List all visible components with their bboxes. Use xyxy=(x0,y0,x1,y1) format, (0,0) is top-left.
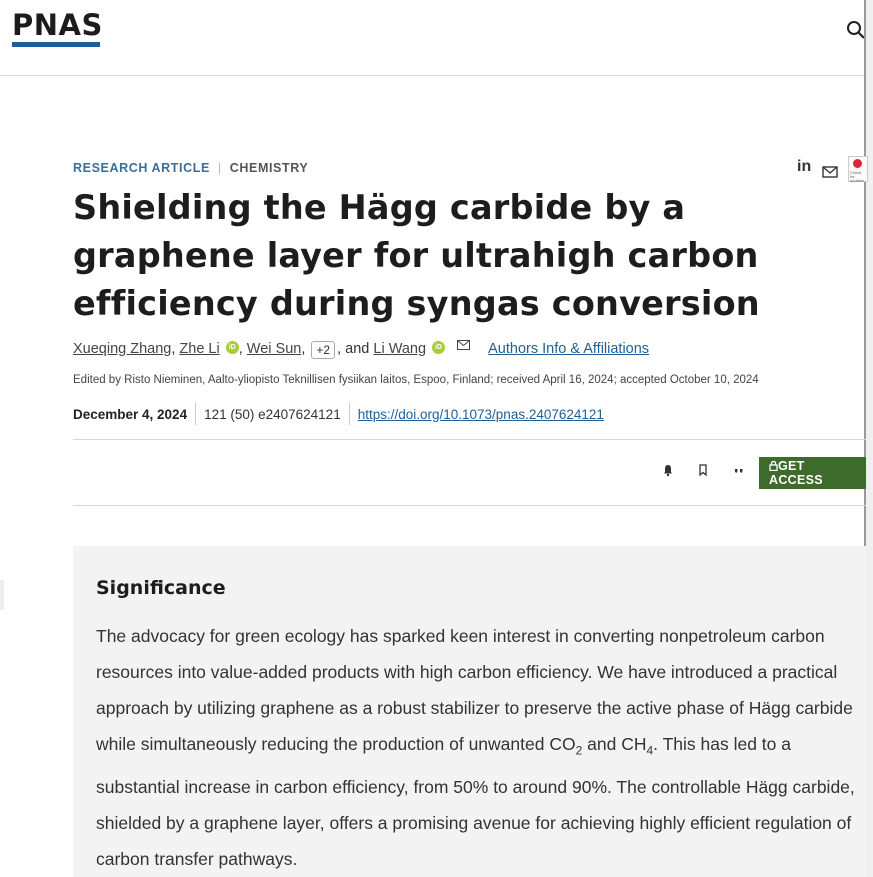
doi-link[interactable]: https://doi.org/10.1073/pnas.2407624121 xyxy=(357,406,604,422)
divider-line xyxy=(73,439,866,440)
logo-underline xyxy=(12,42,100,47)
authors-info-link[interactable]: Authors Info & Affiliations xyxy=(488,341,650,357)
window-edge xyxy=(866,0,873,877)
pnas-logo[interactable]: PNAS xyxy=(12,8,103,42)
significance-heading: Significance xyxy=(96,577,226,599)
cite-quote-icon[interactable] xyxy=(732,463,746,477)
significance-text: The advocacy for green ecology has sparked keen interest in converting nonpetroleum carbon resources into value-added products with high carbon efficiency. We have introduced a practical approach by utilizing graphene as a robust stabilizer to preserve the active phase of Hägg carbide while simultaneously reducing the production of unwanted $CO_2$ and $CH_4$. This has led to a substantial increase in carbon efficiency, from 50% to around 90%. The controllable Hägg carbide, shielded by a graphene layer, offers a promising avenue for achieving highly efficient regulation of carbon transfer pathways. xyxy=(96,626,855,869)
check-updates-badge[interactable] xyxy=(848,156,868,182)
publication-date: December 4, 2024 xyxy=(73,406,188,422)
badge-dot-icon xyxy=(853,159,862,168)
article-type[interactable]: RESEARCH ARTICLE xyxy=(73,161,210,175)
email-share-icon[interactable] xyxy=(822,162,838,182)
linkedin-icon[interactable]: in xyxy=(797,158,812,175)
bookmark-icon[interactable] xyxy=(696,463,710,477)
publication-row xyxy=(73,403,604,425)
corresponding-email-icon[interactable] xyxy=(457,340,470,350)
article-title: Shielding the Hägg carbide by a graphene layer for ultrahigh carbon efficiency during syngas conversion xyxy=(73,188,760,323)
author-link[interactable]: Zhe Li xyxy=(179,341,220,357)
more-authors-button[interactable]: +2 xyxy=(311,341,335,359)
author-list: Xueqing Zhang, Zhe Li iD , Wei Sun, +2 , and Li Wang iD Authors Info & Affiliations xyxy=(73,341,650,357)
divider xyxy=(195,403,196,425)
bell-icon[interactable] xyxy=(661,463,675,477)
badge-text: Check for updates xyxy=(850,170,865,183)
citation: 121 (50) e2407624121 xyxy=(204,406,341,422)
meta-separator: | xyxy=(217,161,222,175)
lock-icon xyxy=(769,460,778,471)
side-tab[interactable] xyxy=(0,580,4,610)
divider xyxy=(349,403,350,425)
edited-by-line: Edited by Risto Nieminen, Aalto-yliopisto Teknillisen fysiikan laitos, Espoo, Finland; received April 16, 2024; accepted October 10, 2024 xyxy=(73,374,759,386)
author-link[interactable]: Wei Sun xyxy=(246,341,302,357)
top-header xyxy=(0,0,866,76)
divider-line xyxy=(73,505,866,506)
author-link[interactable]: Xueqing Zhang xyxy=(73,341,172,357)
get-access-label: GET ACCESS xyxy=(769,459,823,487)
orcid-icon[interactable]: iD xyxy=(226,341,239,354)
search-icon[interactable] xyxy=(846,20,866,40)
orcid-icon[interactable]: iD xyxy=(432,341,445,354)
get-access-button[interactable] xyxy=(759,457,866,489)
article-meta xyxy=(73,161,308,175)
and-text: and xyxy=(345,341,370,357)
author-link[interactable]: Li Wang xyxy=(373,341,427,357)
article-subject[interactable]: CHEMISTRY xyxy=(229,161,309,175)
